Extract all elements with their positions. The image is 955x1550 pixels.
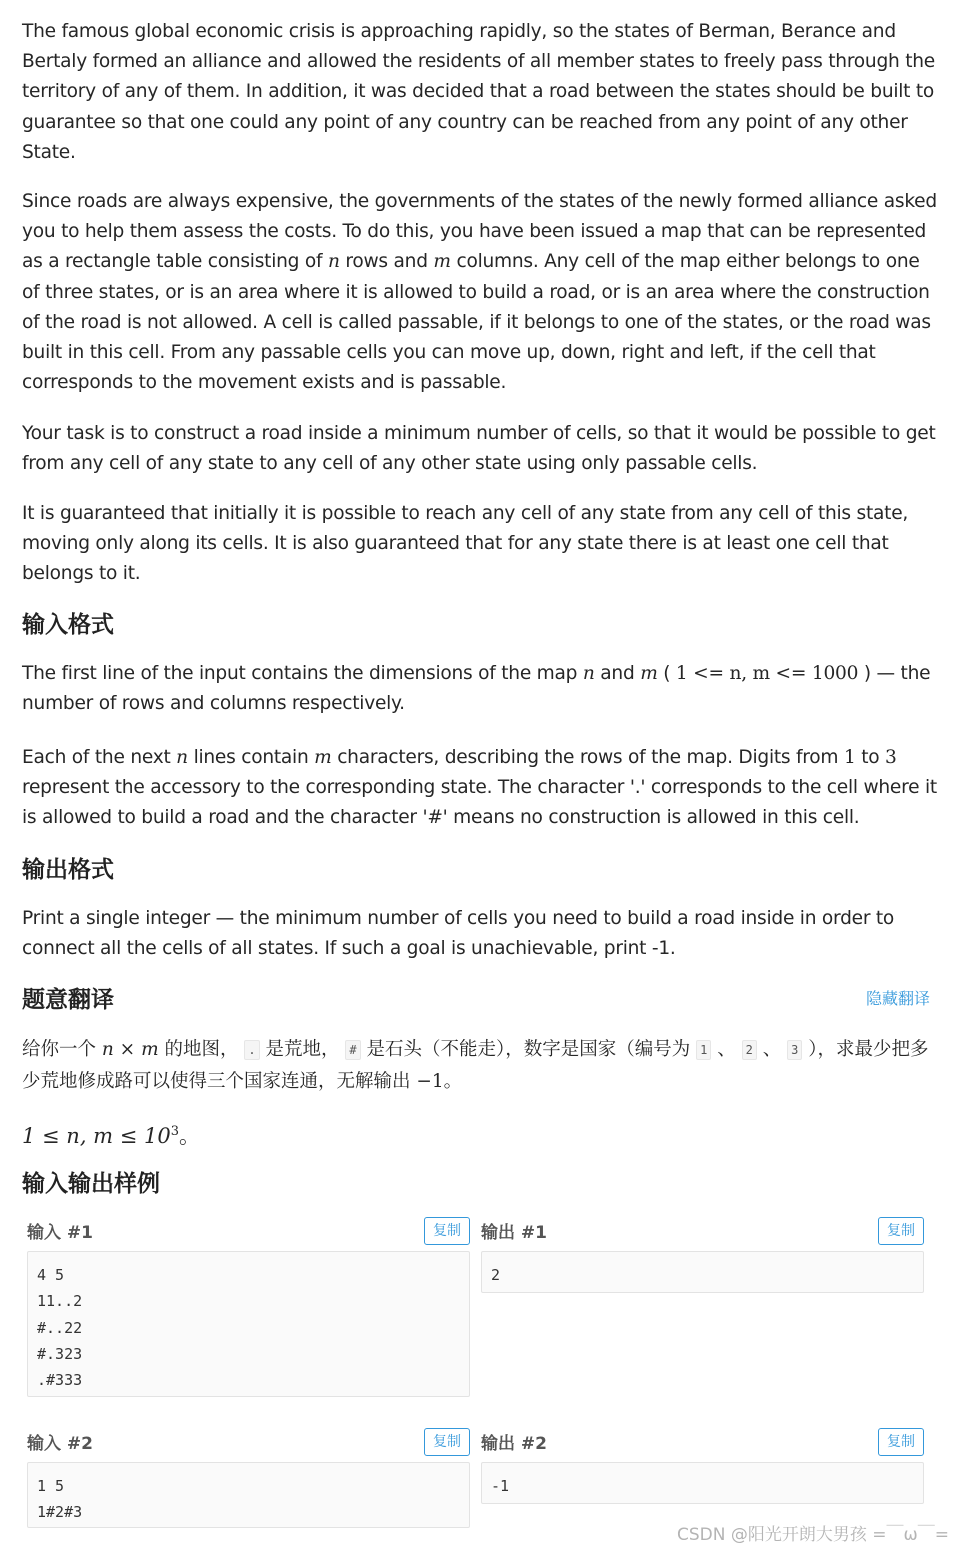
code-dot: . <box>244 1040 259 1060</box>
sample-2-output-label: 输出 #2 <box>481 1434 547 1454</box>
csdn-watermark: CSDN @阳光开朗大男孩 =￣ω￣= <box>677 1525 949 1545</box>
input-format-heading: 输入格式 <box>22 612 114 638</box>
hide-translation-link[interactable]: 隐藏翻译 <box>865 989 930 1008</box>
statement-paragraph-4: It is guaranteed that initially it is possible to reach any cell of any state from any cell of this state, moving only along its cells. It is also guaranteed that for any state there is at least one cell that belongs to it. <box>22 503 909 585</box>
translation-heading: 题意翻译 <box>22 987 114 1013</box>
output-format-paragraph: Print a single integer — the minimum number of cells you need to build a road inside in order to connect all the cells of all states. If such a goal is unachievable, print -1. <box>22 908 895 960</box>
sample-2-input-box[interactable]: 1 5 1#2#3 <box>27 1462 470 1528</box>
math-m: m <box>433 251 451 273</box>
sample-1-input-box[interactable]: 4 5 11..2 #..22 #.323 .#333 <box>27 1251 470 1397</box>
math-n: n <box>327 251 340 273</box>
sample-1-input-label: 输入 #1 <box>27 1223 93 1243</box>
sample-2-output-box[interactable]: -1 <box>481 1462 924 1504</box>
samples-heading: 输入输出样例 <box>22 1171 160 1197</box>
copy-output-2-button[interactable]: 复制 <box>878 1428 924 1456</box>
translation-paragraph-1: 给你一个 n × m 的地图， . 是荒地， # 是石头（不能走），数字是国家（编号为 1 、 2 、 3 ），求最少把多少荒地修成路可以使得三个国家连通，无解输出 −1。 <box>22 1039 929 1092</box>
statement-paragraph-1: The famous global economic crisis is approaching rapidly, so the states of Berman, Berance and Bertaly formed an alliance and allowed the residents of all member states to freely pass through the territory of any of them. In addition, it was decided that a road between the states should be built to guarantee so that one could any point of any country can be reached from any point of any other State. <box>22 21 935 163</box>
code-hash: # <box>345 1040 360 1060</box>
sample-1-output-label: 输出 #1 <box>481 1223 547 1243</box>
math-constraint: 1 <= n, m <= 1000 <box>675 663 859 684</box>
sample-2-input-label: 输入 #2 <box>27 1434 93 1454</box>
translation-paragraph-2: 1 ≤ n, $m \le 10^3$。 <box>22 1124 201 1148</box>
statement-paragraph-2: Since roads are always expensive, the governments of the states of the newly formed alliance asked you to help them assess the costs. To do this, you have been issued a map that can be represented as a rectangle table consisting of n rows and m columns. Any cell of the map either belongs to one of three states, or is an area where it is allowed to build a road, or is an area where the construction of the road is not allowed. A cell is called passable, if it belongs to one of the states, or the road was built in this cell. From any passable cells you can move up, down, right and left, if the cell that corresponds to the movement exists and is passable. <box>22 191 937 394</box>
input-format-paragraph-2: Each of the next n lines contain m characters, describing the rows of the map. Digits from 1 to 3 represent the accessory to the corresponding state. The character '.' corresponds to the cell where it is allowed to build a road and the character '#' means no construction is allowed in this cell. <box>22 747 937 829</box>
math-constraint-cn: 1 ≤ n, m ≤ 10 <box>22 1124 171 1148</box>
input-format-paragraph-1: The first line of the input contains the dimensions of the map n and m ( 1 <= n, m <= 1000 ) — the number of rows and columns respectively. <box>22 663 931 715</box>
copy-input-2-button[interactable]: 复制 <box>424 1428 470 1456</box>
copy-output-1-button[interactable]: 复制 <box>878 1217 924 1245</box>
copy-input-1-button[interactable]: 复制 <box>424 1217 470 1245</box>
statement-paragraph-3: Your task is to construct a road inside a minimum number of cells, so that it would be possible to get from any cell of any state to any cell of any other state using only passable cells. <box>22 423 936 475</box>
output-format-heading: 输出格式 <box>22 857 114 883</box>
sample-1-output-box[interactable]: 2 <box>481 1251 924 1293</box>
